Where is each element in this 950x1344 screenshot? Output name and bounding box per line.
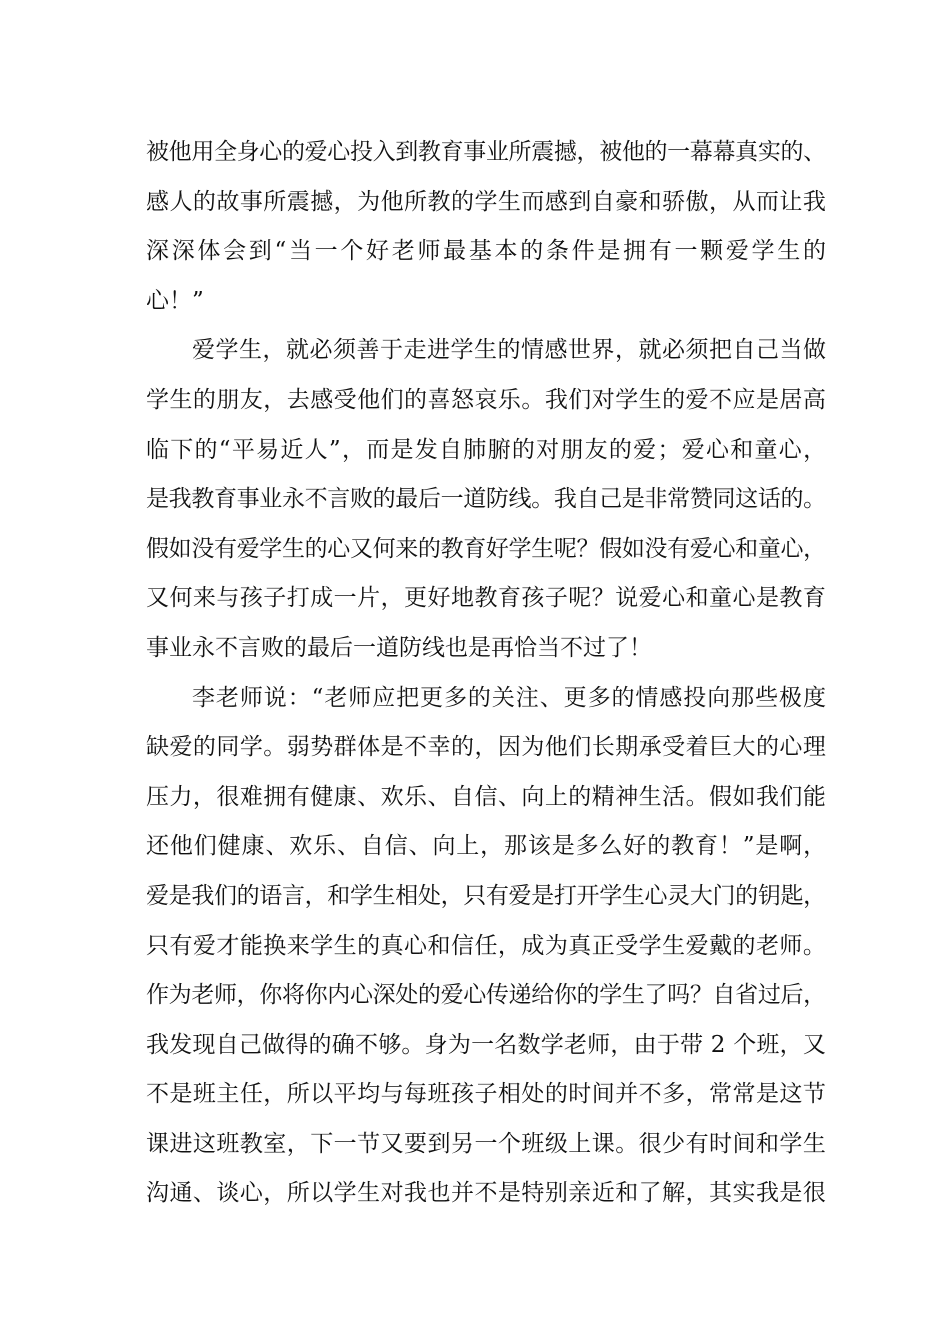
text-line: 又何来与孩子打成一片，更好地教育孩子呢？说爱心和童心是教育: [146, 585, 827, 612]
text-line: 被他用全身心的爱心投入到教育事业所震撼，被他的一幕幕真实的、: [146, 139, 826, 165]
text-line: 心！”: [146, 287, 204, 314]
text-line: 是我教育事业永不言败的最后一道防线。我自己是非常赞同这话的。: [146, 486, 826, 513]
text-line: 缺爱的同学。弱势群体是不幸的，因为他们长期承受着巨大的心理: [146, 734, 827, 761]
paragraph-first-line: 李老师说：“老师应把更多的关注、更多的情感投向那些极度: [192, 684, 827, 711]
text-line: 学生的朋友，去感受他们的喜怒哀乐。我们对学生的爱不应是居高: [146, 386, 827, 413]
text-line: 事业永不言败的最后一道防线也是再恰当不过了！: [146, 634, 652, 661]
text-line: 深深体会到“当一个好老师最基本的条件是拥有一颗爱学生的: [146, 238, 829, 265]
text-line: 还他们健康、欢乐、自信、向上，那该是多么好的教育！”是啊，: [146, 833, 827, 860]
text-line: 压力，很难拥有健康、欢乐、自信、向上的精神生活。假如我们能: [146, 783, 827, 810]
text-line: 感人的故事所震撼，为他所教的学生而感到自豪和骄傲，从而让我: [146, 188, 827, 215]
text-line: 课进这班教室，下一节又要到另一个班级上课。很少有时间和学生: [146, 1130, 827, 1157]
text-line: 只有爱才能换来学生的真心和信任，成为真正受学生爱戴的老师。: [146, 932, 827, 959]
text-line: 假如没有爱学生的心又何来的教育好学生呢？假如没有爱心和童心，: [146, 535, 826, 562]
paragraph-first-line: 爱学生，就必须善于走进学生的情感世界，就必须把自己当做: [192, 337, 827, 364]
text-line: 我发现自己做得的确不够。身为一名数学老师，由于带 2 个班，又: [146, 1031, 827, 1058]
text-line: 临下的“平易近人”，而是发自肺腑的对朋友的爱；爱心和童心，: [146, 436, 828, 463]
text-line: 作为老师，你将你内心深处的爱心传递给你的学生了吗？自省过后，: [146, 982, 826, 1009]
text-line: 沟通、谈心，所以学生对我也并不是特别亲近和了解，其实我是很: [146, 1180, 827, 1207]
text-line: 爱是我们的语言，和学生相处，只有爱是打开学生心灵大门的钥匙，: [146, 882, 826, 909]
text-line: 不是班主任，所以平均与每班孩子相处的时间并不多，常常是这节: [146, 1081, 827, 1108]
document-body: [146, 128, 829, 1219]
